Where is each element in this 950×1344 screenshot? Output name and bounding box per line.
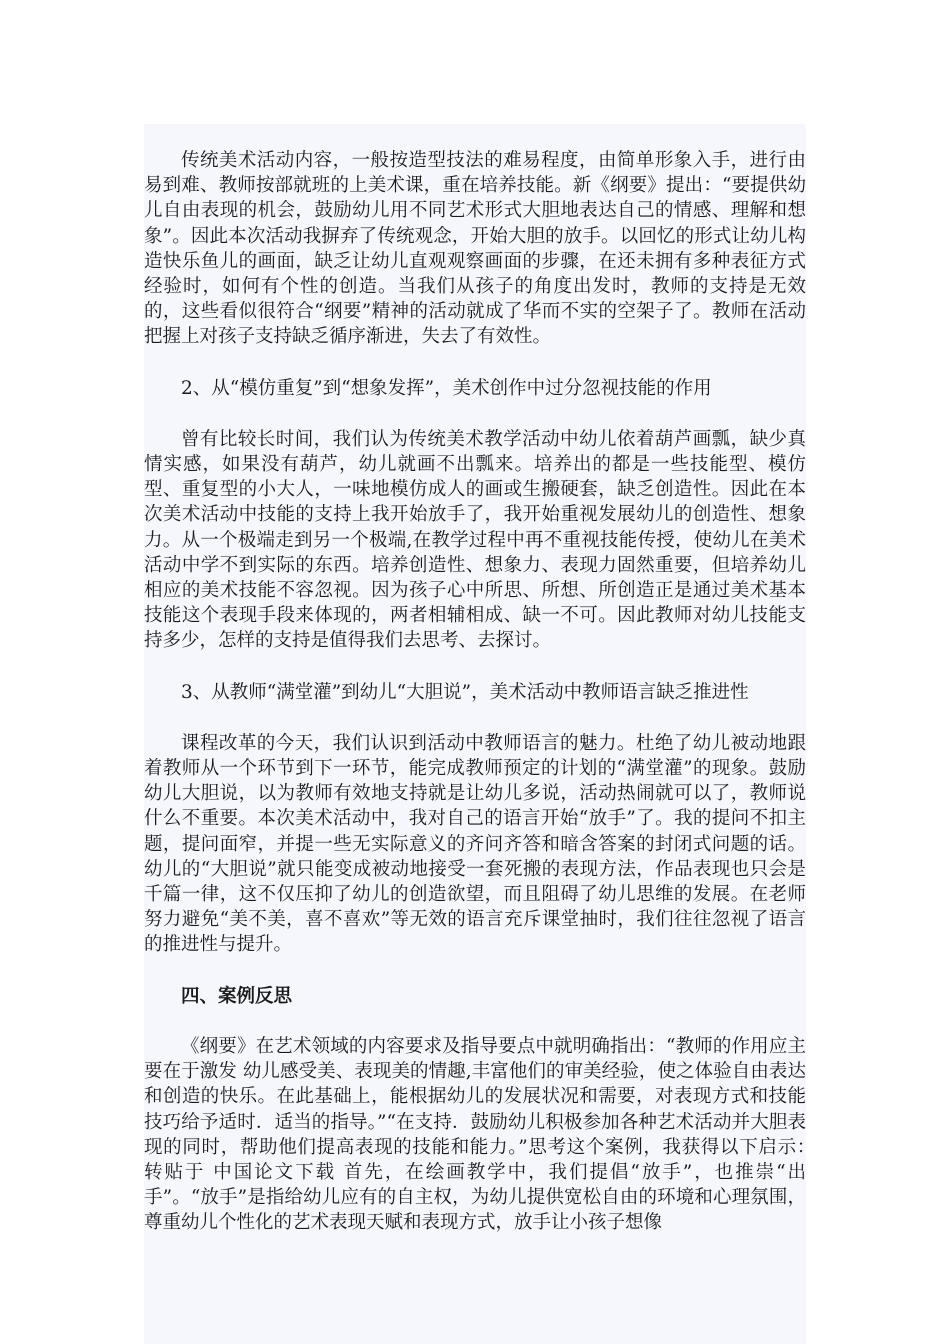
section-heading-imitation: 2、从“模仿重复”到“想象发挥”，美术创作中过分忽视技能的作用 <box>181 377 712 399</box>
paragraph-traditional-art: 传统美术活动内容，一般按造型技法的难易程度，由简单形象入手，进行由易到难、教师按部就班的上美术课，重在培养技能。新《纲要》提出：“要提供幼儿自由表现的机会，鼓励幼儿用不同艺术形式大胆地表达自己的情感、理解和想象”。因此本次活动我摒弃了传统观念，开始大胆的放手。以回忆的形式让幼儿构造快乐鱼儿的画面，缺乏让幼儿直观观察画面的步骤，在还未拥有多种表征方式经验时，如何有个性的创造。当我们从孩子的角度出发时，教师的支持是无效的，这些看似很符合“纲要”精神的活动就成了华而不实的空架子了。教师在活动把握上对孩子支持缺乏循序渐进，失去了有效性。 <box>144 150 806 348</box>
section-heading-teacher-language: 3、从教师“满堂灌”到幼儿“大胆说”，美术活动中教师语言缺乏推进性 <box>181 681 749 703</box>
section-heading-reflection: 四、案例反思 <box>181 985 293 1007</box>
paragraph-reflection: 《纲要》在艺术领域的内容要求及指导要点中就明确指出：“教师的作用应主要在于激发 幼儿感受美、表现美的情趣,丰富他们的审美经验，使之体验自由表达和创造的快乐。在此基础上，能根据幼儿的发展状况和需要，对表现方式和技能技巧给予适时．适当的指导。”“在支持．鼓励幼儿积极参加各种艺术活动并大胆表现的同时，帮助他们提高表现的技能和能力。”思考这个案例，我获得以下启示： 转贴于 中国论文下载 首先，在绘画教学中，我们提倡“放手”，也推崇“出手”。“放手”是指给幼儿应有的自主权，为幼儿提供宽松自由的环境和心理氛围，尊重幼儿个性化的艺术表现天赋和表现方式，放手让小孩子想像 <box>144 1035 862 1234</box>
paragraph-skills: 曾有比较长时间，我们认为传统美术教学活动中幼儿依着葫芦画瓢，缺少真情实感，如果没有葫芦，幼儿就画不出瓢来。培养出的都是一些技能型、模仿型、重复型的小大人，一味地模仿成人的画或生搬硬套，缺乏创造性。因此在本次美术活动中技能的支持上我开始放手了，我开始重视发展幼儿的创造性、想象力。从一个极端走到另一个极端,在教学过程中再不重视技能传授，使幼儿在美术活动中学不到实际的东西。培养创造性、想象力、表现力固然重要，但培养幼儿相应的美术技能不容忽视。因为孩子心中所思、所想、所创造正是通过美术基本技能这个表现手段来体现的，两者相辅相成、缺一不可。因此教师对幼儿技能支持多少，怎样的支持是值得我们去思考、去探讨。 <box>144 428 806 652</box>
document-body <box>144 148 862 1236</box>
document-page <box>144 124 862 1344</box>
paragraph-teacher-language: 课程改革的今天，我们认识到活动中教师语言的魅力。杜绝了幼儿被动地跟着教师从一个环节到下一环节，能完成教师预定的计划的“满堂灌”的现象。鼓励幼儿大胆说，以为教师有效地支持就是让幼儿多说，活动热闹就可以了，教师说什么不重要。本次美术活动中，我对自己的语言开始“放手”了。我的提问不扣主题，提问面窄，并提一些无实际意义的齐问齐答和暗含答案的封闭式问题的话。幼儿的“大胆说”就只能变成被动地接受一套死搬的表现方法，作品表现也只会是千篇一律，这不仅压抑了幼儿的创造欲望，而且阻碍了幼儿思维的发展。在老师努力避免“美不美，喜不喜欢”等无效的语言充斥课堂抽时，我们往往忽视了语言的推进性与提升。 <box>144 732 806 956</box>
